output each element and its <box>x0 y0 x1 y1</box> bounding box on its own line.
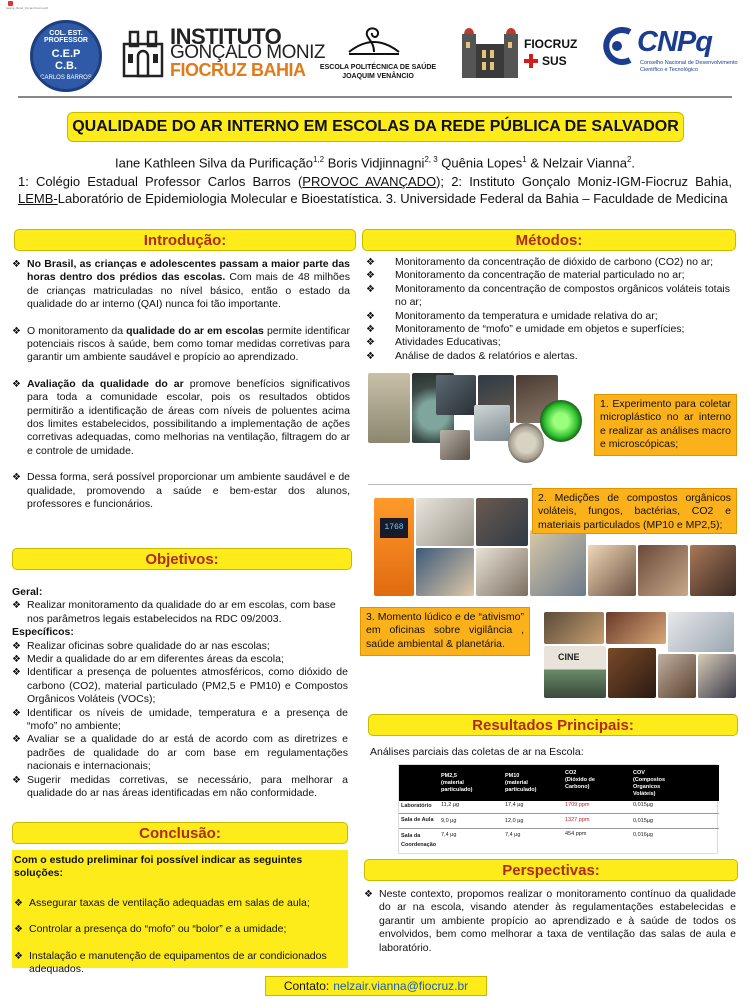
contact-bar <box>265 976 487 996</box>
table-cell: 17,4 µg <box>505 802 524 808</box>
results-table <box>398 764 718 854</box>
photo-workshop-1 <box>544 612 604 644</box>
cep-school-logo: COL. EST. PROFESSOR C.E.P C.B. CARLOS BARROS <box>30 20 102 92</box>
conclusion-box <box>12 850 348 976</box>
diamond-bullet-icon: ❖ <box>12 640 21 652</box>
diamond-bullet-icon: ❖ <box>12 774 21 786</box>
affiliations: 1: Colégio Estadual Professor Carlos Barros (PROVOC AVANÇADO); 2: Instituto Gonçalo Moniz-IGM-Fiocruz Bahia, LEMB-Laboratório de Epidemiologia Molecular e Bioestatística. 3. Universidade Federal da Bahia – Faculdade de Medicina <box>18 174 732 206</box>
cnpq-emblem-icon <box>600 26 634 66</box>
list-item: ❖ Sugerir medidas corretivas, se necessário, para melhorar a qualidade do ar nas áreas identificadas em não conformidade. <box>12 773 348 800</box>
igm-logo-line3: FIOCRUZ BAHIA <box>170 60 306 80</box>
photo-students-measuring <box>476 498 528 546</box>
methods-caption-1: 1. Experimento para coletar microplástico no ar interno e realizar as análises macro e microscópicas; <box>594 394 737 456</box>
table-header-pm10: PM10 (material particulado) <box>505 773 537 793</box>
intro-header: Introdução: <box>14 229 356 251</box>
diamond-bullet-icon: ❖ <box>364 889 373 900</box>
poster-title: QUALIDADE DO AR INTERNO EM ESCOLAS DA REDE PÚBLICA DE SALVADOR <box>72 118 679 135</box>
list-item: ❖ Análise de dados & relatórios e alertas. <box>366 349 578 362</box>
list-item: ❖ Monitoramento da temperatura e umidade relativa do ar; <box>366 309 658 322</box>
epsjv-logo-line2: JOAQUIM VENÂNCIO <box>342 73 414 80</box>
conclusion-lead: Com o estudo preliminar foi possível indicar as seguintes soluções: <box>14 854 303 880</box>
table-cell: 454 ppm <box>565 831 587 837</box>
photo-air-sampler <box>368 373 410 443</box>
photo-microscopic-view <box>508 423 544 463</box>
table-row-label: Laboratório <box>401 803 432 809</box>
list-item: ❖ Medir a qualidade do ar em diferentes áreas da escola; <box>12 653 284 666</box>
diamond-bullet-icon: ❖ <box>12 325 21 337</box>
list-item: ❖ Assegurar taxas de ventilação adequadas em salas de aula; <box>14 896 310 909</box>
diamond-bullet-icon: ❖ <box>14 950 23 962</box>
table-header-cov: COV (Compostos Organicos Voláteis) <box>633 770 666 797</box>
fiocruz-logo-text: FIOCRUZ <box>524 37 578 51</box>
diamond-bullet-icon: ❖ <box>12 600 21 612</box>
table-cell-alert: 1709 ppm <box>565 802 590 808</box>
sus-cross-icon <box>524 54 538 68</box>
diamond-bullet-icon: ❖ <box>14 897 23 909</box>
list-item: ❖ Realizar monitoramento da qualidade do ar em escolas, com base nos parâmetros legais estabelecidos na RDC 09/2003. <box>12 599 336 625</box>
table-cell-alert: 1327 ppm <box>565 817 590 823</box>
list-item: ❖ Neste contexto, propomos realizar o monitoramento contínuo da qualidade do ar na escola, visando atender às regulamentações estabelecidas e garantir um ambiente propício ao aprendizado e à saúde de todos os envolvidos, bem como melhorar a taxa de ventilação das salas de aula e laboratório. <box>364 888 736 954</box>
list-item: ❖ Monitoramento da concentração de compostos orgânicos voláteis totais no ar; <box>366 282 730 309</box>
diamond-bullet-icon: ❖ <box>366 257 375 268</box>
diamond-bullet-icon: ❖ <box>12 378 21 390</box>
table-cell: 0,016µg <box>633 832 653 838</box>
epsjv-logo-line1: ESCOLA POLITÉCNICA DE SAÚDE <box>319 64 437 71</box>
objectives-header: Objetivos: <box>12 548 352 570</box>
photo-researcher <box>588 545 636 596</box>
photo-lab-desk <box>436 375 476 415</box>
table-cell: 0,015µg <box>633 802 653 808</box>
photo-equipment-case <box>416 498 474 546</box>
contact-label: Contato: <box>283 979 330 993</box>
list-item: ❖ Atividades Educativas; <box>366 336 501 349</box>
photo-student-group <box>638 545 688 596</box>
diamond-bullet-icon: ❖ <box>12 667 21 679</box>
photo-attendees <box>658 654 696 698</box>
table-cell: 0,015µg <box>633 818 653 824</box>
photo-film-screen <box>668 612 734 652</box>
poster-title-bar <box>67 112 684 142</box>
table-header-co2: CO2 (Dióxido de Carbono) <box>565 770 595 790</box>
igm-building-icon <box>122 26 164 78</box>
table-cell: 7,4 µg <box>505 832 521 838</box>
diamond-bullet-icon: ❖ <box>366 283 375 295</box>
diamond-bullet-icon: ❖ <box>12 259 21 270</box>
results-intro: Análises parciais das coletas de ar na Escola: <box>370 746 584 758</box>
igm-logo-line2: GONÇALO MONIZ <box>170 42 326 63</box>
diamond-bullet-icon: ❖ <box>366 270 375 282</box>
photo-microscope <box>474 405 510 441</box>
list-item: ❖ Dessa forma, será possível proporcionar um ambiente saudável e de qualidade, promovendo a saúde e bem-estar dos alunos, professores e funcionários. <box>12 471 350 511</box>
photo-workshop-2 <box>606 612 666 644</box>
cnpq-sub2: Científico e Tecnológico <box>640 67 698 73</box>
meter-screen: 1768 <box>380 518 408 538</box>
list-item: ❖ Controlar a presença do “mofo” ou “bolor” e a umidade; <box>14 923 287 936</box>
igm-logo-line1: INSTITUTO <box>170 24 282 49</box>
diamond-bullet-icon: ❖ <box>366 350 375 362</box>
photo-team-group <box>530 530 586 596</box>
photo-speaker-mic <box>698 654 736 698</box>
list-item: ❖ O monitoramento da qualidade do ar em escolas permite identificar potenciais riscos à saúde, bem como tomar medidas corretivas para garantir um ambiente saudável e propício ao aprendizado. <box>12 324 350 364</box>
list-item: ❖ Avaliação da qualidade do ar promove benefícios significativos para toda a comunidade escolar, pois os resultados obtidos permitirão a identificação de áreas com níveis de poluentes acima dos limites estabelecidos, possibilitando a implementação de ações corretivas adequadas, como melhorias na ventilação, filtragem do ar e controle de umidade. <box>12 377 350 457</box>
diamond-bullet-icon: ❖ <box>12 472 21 484</box>
list-item: ❖ No Brasil, as crianças e adolescentes passam a maior parte das horas dentro dos prédios das escolas. Com mais de 48 milhões de crianças matriculadas no nível básico, então o estado da qualidade do ar interno (QAI) nunca foi tão importante. <box>12 258 350 311</box>
table-divider <box>399 813 719 814</box>
photo-co2-meter <box>374 498 414 596</box>
table-cell: 11,2 µg <box>441 802 460 808</box>
intro-text <box>12 258 350 512</box>
diamond-bullet-icon: ❖ <box>12 654 21 666</box>
list-item: ❖ Avaliar se a qualidade do ar está de acordo com as diretrizes e padrões de qualidade do ar com base em regulamentações nacionais e internacionais; <box>12 733 348 773</box>
diamond-bullet-icon: ❖ <box>12 707 21 719</box>
table-row-label: Sala da Coordenação <box>401 833 437 848</box>
diamond-bullet-icon: ❖ <box>14 924 23 936</box>
photo-sample-slide <box>440 430 470 460</box>
photo-classroom-measurement <box>476 548 528 596</box>
table-cell: 9,0 µg <box>441 818 457 824</box>
header-divider <box>18 96 732 98</box>
list-item: ❖ Identificar a presença de poluentes atmosféricos, como dióxido de carbono (CO2), material particulado (PM2,5 e PM10) e Compostos Orgânicos Voláteis (VOCs); <box>12 666 348 706</box>
list-item: ❖ Monitoramento da concentração de dióxido de carbono (CO2) no ar; <box>366 256 714 268</box>
objectives-text <box>12 586 348 801</box>
perspectives-text <box>364 888 736 955</box>
diamond-bullet-icon: ❖ <box>366 337 375 349</box>
results-header: Resultados Principais: <box>368 714 738 736</box>
table-cell: 12,0 µg <box>505 818 524 824</box>
sus-logo-text: SUS <box>542 54 567 68</box>
methods-list <box>366 256 730 363</box>
table-cell: 7,4 µg <box>441 832 457 838</box>
cnpq-sub1: Conselho Nacional de Desenvolvimento <box>640 60 738 66</box>
diamond-bullet-icon: ❖ <box>12 734 21 746</box>
methods-caption-2: 2. Medições de compostos orgânicos voláteis, fungos, bactérias, CO2 e materiais particulados (MP10 e MP2,5); <box>532 488 737 534</box>
conclusion-header: Conclusão: <box>12 822 348 844</box>
list-item: ❖ Identificar os níveis de umidade, temperatura e a presença de “mofo” no ambiente; <box>12 706 348 733</box>
methods-header: Métodos: <box>362 229 736 251</box>
table-row-label: Sala de Aula <box>401 817 434 823</box>
methods-caption-3: 3. Momento lúdico e de “ativismo” em oficinas sobre vigilância , saúde ambiental & planetária. <box>360 607 530 656</box>
list-item: ❖ Monitoramento de “mofo” e umidade em objetos e superfícies; <box>366 323 685 336</box>
epsjv-spiral-icon <box>345 22 403 58</box>
divider <box>368 484 532 485</box>
table-divider <box>399 828 719 829</box>
list-item: ❖ Instalação e manutenção de equipamentos de ar condicionados adequados. <box>14 949 327 976</box>
cnpq-logo-text: CNPq <box>637 26 712 58</box>
objectives-general-label: Geral: <box>12 586 43 598</box>
contact-email-link[interactable]: nelzair.vianna@fiocruz.br <box>333 979 469 993</box>
photo-microscopic-view-green <box>540 400 582 442</box>
photo-students-outdoors <box>690 545 736 596</box>
file-name-label: Iarana_Rotel_Inimax.Fiocru.pdf <box>6 6 48 10</box>
photo-students-device <box>416 548 474 596</box>
objectives-specific-label: Específicos: <box>12 626 74 639</box>
list-item: ❖ Realizar oficinas sobre qualidade do ar nas escolas; <box>12 639 270 652</box>
authors-line: Iane Kathleen Silva da Purificação$^{1,2}$ Boris Vidjinnagni$^{2, 3}$ Quênia Lopes$^1$ & Nelzair Vianna$^2$. <box>114 155 636 171</box>
cine-sign: CINE <box>558 652 580 662</box>
fiocruz-castle-icon <box>460 22 520 82</box>
perspectives-header: Perspectivas: <box>364 859 738 881</box>
table-header-pm25: PM2,5 (material particulado) <box>441 773 473 793</box>
photo-cine-event <box>544 646 606 698</box>
diamond-bullet-icon: ❖ <box>366 310 375 322</box>
list-item: ❖ Monitoramento da concentração de material particulado no ar; <box>366 269 685 282</box>
photo-musician <box>608 648 656 698</box>
diamond-bullet-icon: ❖ <box>366 324 375 336</box>
